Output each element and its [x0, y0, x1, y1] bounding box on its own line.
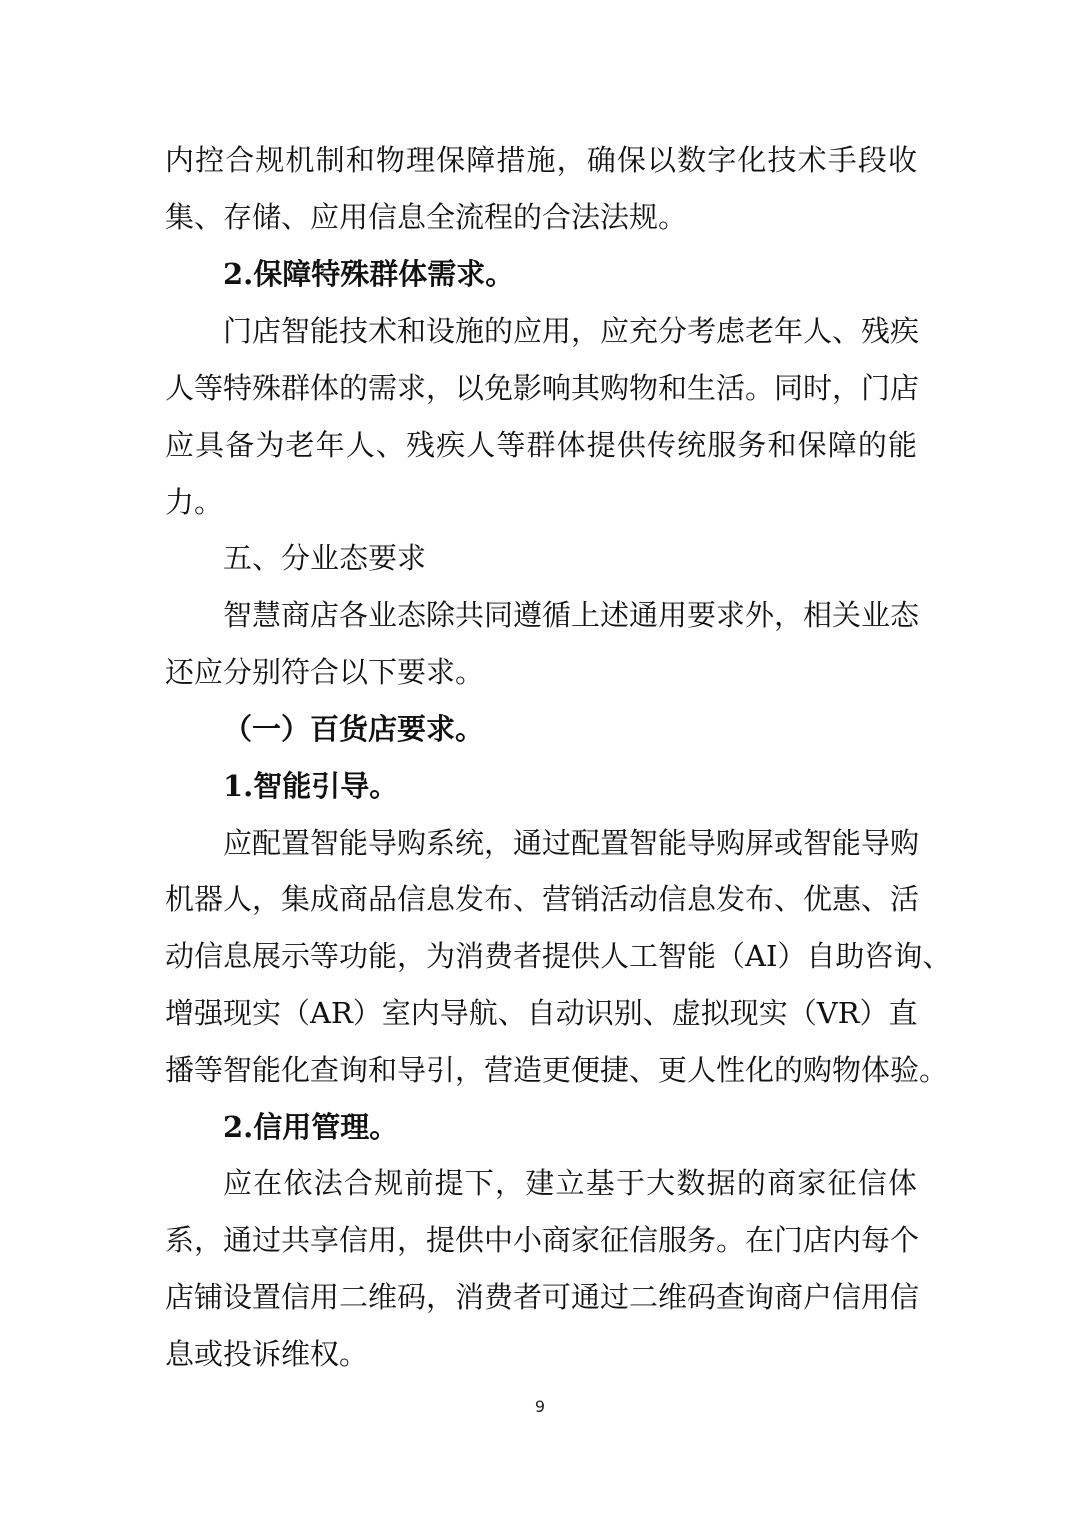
body-text-line: 人等特殊群体的需求，以免影响其购物和生活。同时，门店 [165, 371, 920, 405]
body-text-line: 系，通过共享信用，提供中小商家征信服务。在门店内每个 [165, 1223, 920, 1257]
section-heading: 五、分业态要求 [223, 541, 427, 575]
page-number: 9 [534, 1397, 546, 1416]
body-text-line: 应具备为老年人、残疾人等群体提供传统服务和保障的能 [165, 428, 917, 462]
body-text-line: 还应分别符合以下要求。 [165, 655, 485, 689]
body-text-line: 息或投诉维权。 [165, 1337, 369, 1371]
subsection-heading: （一）百货店要求。 [223, 712, 485, 746]
subsection-heading: 1.智能引导。 [223, 769, 399, 803]
body-text-line: 力。 [165, 485, 224, 519]
body-text-line: 集、存储、应用信息全流程的合法法规。 [165, 200, 688, 234]
body-text-line: 播等智能化查询和导引，营造更便捷、更人性化的购物体验。 [165, 1053, 949, 1087]
body-text-line: 内控合规机制和物理保障措施，确保以数字化技术手段收 [165, 143, 917, 177]
body-text-line: 智慧商店各业态除共同遵循上述通用要求外，相关业态 [223, 598, 920, 632]
body-text-line: 门店智能技术和设施的应用，应充分考虑老年人、残疾 [223, 314, 920, 348]
body-text-line: 应在依法合规前提下，建立基于大数据的商家征信体 [223, 1166, 917, 1200]
body-text-line: 应配置智能导购系统，通过配置智能导购屏或智能导购 [223, 826, 920, 860]
body-text-line: 动信息展示等功能，为消费者提供人工智能（AI）自助咨询、 [165, 939, 952, 973]
subsection-heading: 2.保障特殊群体需求。 [223, 257, 515, 291]
body-text-line: 机器人，集成商品信息发布、营销活动信息发布、优惠、活 [165, 882, 920, 916]
subsection-heading: 2.信用管理。 [223, 1110, 399, 1144]
body-text-line: 店铺设置信用二维码，消费者可通过二维码查询商户信用信 [165, 1280, 920, 1314]
body-text-line: 增强现实（AR）室内导航、自动识别、虚拟现实（VR）直 [165, 996, 918, 1030]
